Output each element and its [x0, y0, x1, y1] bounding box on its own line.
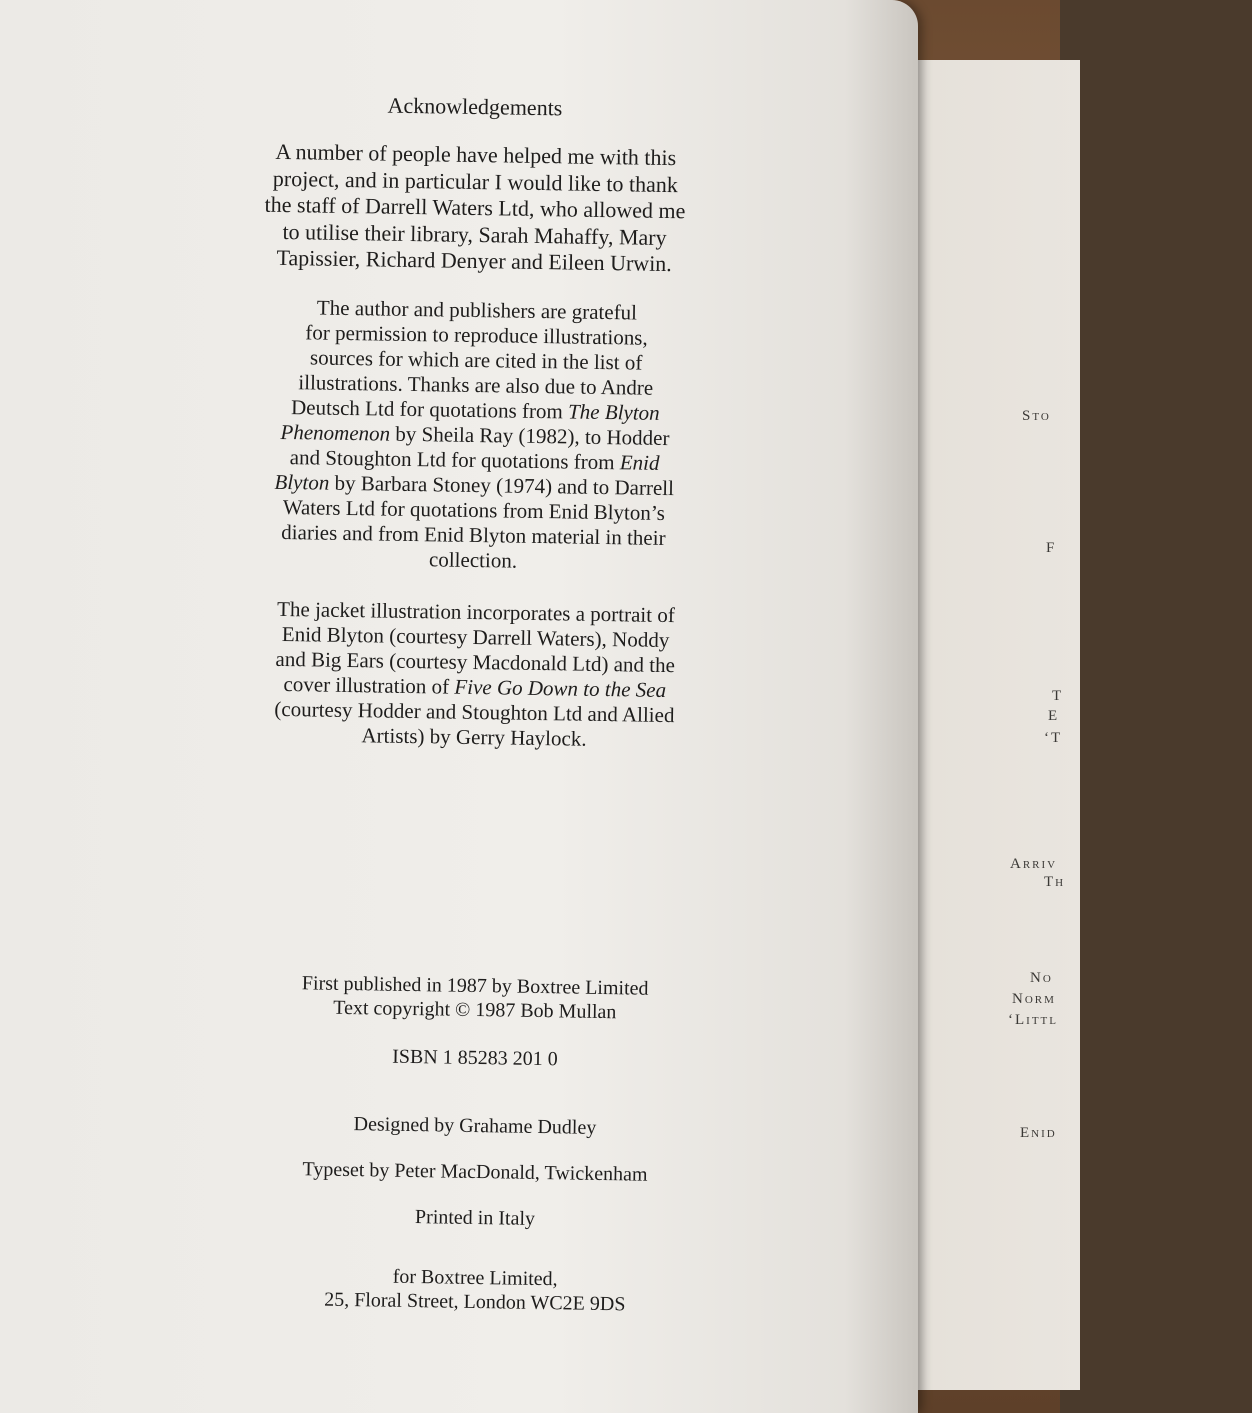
facing-text-fragment: ‘Littl — [1008, 1012, 1058, 1028]
text-line: for permission to reproduce illustrations, — [305, 320, 648, 350]
facing-text-fragment: Arriv — [1010, 856, 1058, 872]
designed-line: Designed by Grahame Dudley — [353, 1113, 597, 1139]
text-line: Artists) by Gerry Haylock. — [361, 723, 587, 751]
publication-info — [230, 970, 721, 1026]
text-line: Deutsch Ltd for quotations from The Blyton — [290, 395, 660, 425]
isbn-line: ISBN 1 85283 201 0 — [392, 1045, 558, 1071]
text-line: Phenomenon by Sheila Ray (1982), to Hodder — [280, 419, 670, 451]
book-title-italic: Enid — [619, 450, 660, 475]
address-line: 25, Floral Street, London WC2E 9DS — [324, 1288, 626, 1316]
page-heading — [230, 90, 720, 124]
text-line: to utilise their library, Sarah Mahaffy, Mary — [282, 218, 667, 250]
facing-text-fragment: T — [1052, 688, 1064, 704]
isbn — [230, 1042, 720, 1074]
text-line: project, and in particular I would like to thank — [272, 165, 679, 197]
text-line: the staff of Darrell Waters Ltd, who allowed me — [264, 191, 686, 224]
printer-credit — [230, 1202, 720, 1234]
facing-text-fragment: Enid — [1020, 1125, 1057, 1141]
typesetter-credit — [230, 1156, 720, 1188]
typeset-line: Typeset by Peter MacDonald, Twickenham — [302, 1158, 648, 1186]
text-line: Waters Ltd for quotations from Enid Blyton’s — [282, 494, 666, 525]
text-line: illustrations. Thanks are also due to Andre — [298, 370, 654, 400]
designer-credit — [230, 1110, 720, 1142]
text-line: (courtesy Hodder and Stoughton Ltd and Allied — [274, 696, 675, 728]
acknowledgement-paragraph-3 — [229, 596, 721, 754]
text-line: Tapissier, Richard Denyer and Eileen Urwin. — [276, 244, 672, 277]
text-line: The jacket illustration incorporates a portrait of — [276, 596, 675, 628]
heading-text: Acknowledgements — [387, 92, 563, 121]
book-title-italic: Blyton — [274, 469, 330, 495]
publisher-address — [230, 1262, 721, 1318]
text-line: The author and publishers are grateful — [316, 295, 638, 325]
facing-text-fragment: F — [1046, 540, 1057, 556]
facing-text-fragment: Norm — [1012, 991, 1056, 1007]
facing-text-fragment: Th — [1044, 874, 1066, 890]
text-line: and Big Ears (courtesy Macdonald Ltd) and the — [275, 646, 676, 678]
book-title-italic: Phenomenon — [280, 419, 391, 446]
text-line: and Stoughton Ltd for quotations from Enid — [289, 445, 660, 475]
acknowledgement-paragraph-1 — [229, 138, 721, 278]
text-line: A number of people have helped me with this — [275, 138, 677, 171]
acknowledgement-paragraph-2 — [228, 294, 722, 577]
published-line: First published in 1987 by Boxtree Limited — [301, 972, 649, 1000]
book-title-italic: Five Go Down to the Sea — [454, 674, 667, 703]
text-line: sources for which are cited in the list of — [309, 345, 643, 375]
facing-text-fragment: ‘T — [1044, 730, 1063, 746]
text-line: collection. — [428, 547, 518, 573]
text-line: diaries and from Enid Blyton material in their — [281, 519, 666, 551]
printed-line: Printed in Italy — [414, 1206, 536, 1230]
text-line: Blyton by Barbara Stoney (1974) and to Darrell — [274, 469, 675, 501]
copyright-line: Text copyright © 1987 Bob Mullan — [333, 996, 617, 1024]
facing-text-fragment: E — [1048, 708, 1060, 724]
facing-text-fragment: Sto — [1022, 408, 1051, 424]
for-boxtree-line: for Boxtree Limited, — [392, 1265, 558, 1291]
facing-text-fragment: No — [1030, 970, 1053, 986]
book-title-italic: The Blyton — [567, 399, 660, 425]
text-line: cover illustration of Five Go Down to the Sea — [283, 671, 667, 703]
text-line: Enid Blyton (courtesy Darrell Waters), Noddy — [281, 621, 670, 653]
